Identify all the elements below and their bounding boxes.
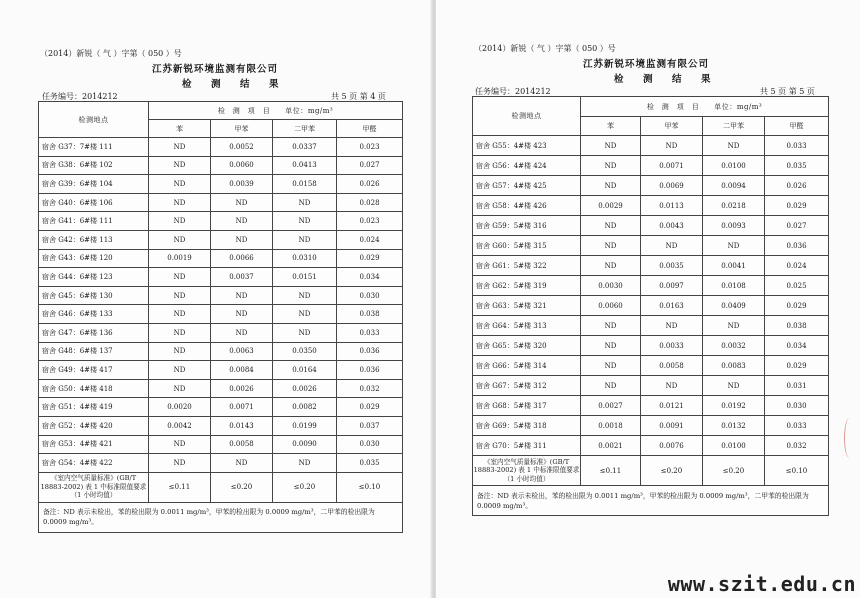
site-cell: 宿舍 G49：4#楼 417	[39, 361, 149, 380]
value-cell: 0.026	[765, 176, 829, 196]
table-row	[473, 236, 829, 256]
site-cell: 宿舍 G52：4#楼 420	[39, 416, 149, 435]
value-cell: 0.0093	[703, 216, 765, 236]
value-cell: 0.0035	[641, 256, 703, 276]
left-task-number: 任务编号：2014212	[42, 92, 118, 101]
value-cell: 0.0027	[581, 396, 641, 416]
value-cell: 0.027	[765, 216, 829, 236]
table-row	[39, 268, 403, 287]
left-results-table	[38, 101, 403, 533]
value-cell: ND	[211, 212, 273, 231]
table-row	[473, 296, 829, 316]
header-site: 检测地点	[473, 97, 581, 136]
table-row	[39, 286, 403, 305]
header-col-benzene: 苯	[581, 117, 641, 136]
value-cell: ND	[149, 342, 211, 361]
value-cell: 0.0033	[641, 336, 703, 356]
value-cell: 0.0350	[273, 342, 337, 361]
value-cell: 0.027	[337, 156, 403, 175]
value-cell: 0.0199	[273, 416, 337, 435]
table-row	[473, 376, 829, 396]
value-cell: 0.029	[337, 398, 403, 417]
value-cell: 0.0084	[211, 361, 273, 380]
site-cell: 宿舍 G46：6#楼 133	[39, 305, 149, 324]
standard-limit: ≤0.20	[703, 456, 765, 486]
header-items: 检 测 项 目 单位：mg/m³	[581, 97, 829, 117]
table-row	[473, 196, 829, 216]
value-cell: 0.0082	[273, 398, 337, 417]
site-cell: 宿舍 G61：5#楼 322	[473, 256, 581, 276]
table-row	[39, 156, 403, 175]
site-cell: 宿舍 G54：4#楼 422	[39, 454, 149, 473]
site-cell: 宿舍 G67：5#楼 312	[473, 376, 581, 396]
value-cell: 0.034	[765, 336, 829, 356]
value-cell: 0.0069	[641, 176, 703, 196]
value-cell: ND	[581, 236, 641, 256]
value-cell: 0.0071	[211, 398, 273, 417]
value-cell: 0.0018	[581, 416, 641, 436]
value-cell: ND	[149, 175, 211, 194]
value-cell: ND	[703, 376, 765, 396]
value-cell: 0.026	[337, 175, 403, 194]
table-row	[39, 175, 403, 194]
table-row	[39, 435, 403, 454]
right-report-reference: （2014）新锐（ 气 ）字第（ 050 ）号	[474, 44, 616, 53]
value-cell: 0.0020	[149, 398, 211, 417]
site-cell: 宿舍 G53：4#楼 421	[39, 435, 149, 454]
value-cell: 0.0413	[273, 156, 337, 175]
left-page-count: 共 5 页 第 4 页	[331, 92, 386, 101]
table-row	[473, 436, 829, 456]
value-cell: 0.0192	[703, 396, 765, 416]
table-row	[39, 193, 403, 212]
value-cell: 0.0121	[641, 396, 703, 416]
right-task-number: 任务编号：2014212	[475, 87, 551, 96]
value-cell: ND	[581, 336, 641, 356]
value-cell: 0.0021	[581, 436, 641, 456]
value-cell: ND	[703, 316, 765, 336]
value-cell: ND	[273, 286, 337, 305]
value-cell: ND	[641, 376, 703, 396]
standard-limit: ≤0.11	[149, 472, 211, 502]
value-cell: 0.0163	[641, 296, 703, 316]
table-row	[39, 212, 403, 231]
table-row	[39, 305, 403, 324]
standard-limit: ≤0.20	[273, 472, 337, 502]
standard-limit: ≤0.20	[211, 472, 273, 502]
site-cell: 宿舍 G40：6#楼 106	[39, 193, 149, 212]
table-row	[39, 379, 403, 398]
value-cell: ND	[581, 256, 641, 276]
note-text: 备注：ND 表示未检出，苯的检出限为 0.0011 mg/m³，甲苯的检出限为 0.0009 mg/m³，二甲苯的检出限为 0.0009 mg/m³。	[473, 486, 829, 516]
site-cell: 宿舍 G69：5#楼 318	[473, 416, 581, 436]
value-cell: 0.029	[337, 249, 403, 268]
site-cell: 宿舍 G47：6#楼 136	[39, 323, 149, 342]
site-cell: 宿舍 G58：4#楼 426	[473, 196, 581, 216]
value-cell: 0.029	[765, 196, 829, 216]
value-cell: ND	[149, 268, 211, 287]
header-col-xylene: 二甲苯	[273, 120, 337, 138]
left-report-reference: （2014）新锐（ 气 ）字第（ 050 ）号	[40, 49, 182, 58]
header-col-benzene: 苯	[149, 120, 211, 138]
value-cell: ND	[149, 361, 211, 380]
value-cell: 0.025	[765, 276, 829, 296]
site-cell: 宿舍 G37：7#楼 111	[39, 138, 149, 157]
site-cell: 宿舍 G51：4#楼 419	[39, 398, 149, 417]
value-cell: 0.0041	[703, 256, 765, 276]
site-cell: 宿舍 G70：5#楼 311	[473, 436, 581, 456]
value-cell: 0.0058	[641, 356, 703, 376]
value-cell: ND	[149, 323, 211, 342]
value-cell: ND	[211, 454, 273, 473]
value-cell: ND	[641, 316, 703, 336]
value-cell: 0.036	[765, 236, 829, 256]
standard-limit: ≤0.10	[337, 472, 403, 502]
value-cell: ND	[149, 305, 211, 324]
value-cell: 0.0094	[703, 176, 765, 196]
site-cell: 宿舍 G60：5#楼 315	[473, 236, 581, 256]
table-row	[39, 361, 403, 380]
value-cell: 0.0091	[641, 416, 703, 436]
site-cell: 宿舍 G66：5#楼 314	[473, 356, 581, 376]
value-cell: 0.0060	[581, 296, 641, 316]
right-results-table	[472, 96, 829, 516]
table-row	[39, 323, 403, 342]
value-cell: 0.0032	[703, 336, 765, 356]
site-cell: 宿舍 G63：5#楼 321	[473, 296, 581, 316]
table-row	[39, 249, 403, 268]
value-cell: 0.0100	[703, 156, 765, 176]
value-cell: ND	[581, 376, 641, 396]
site-cell: 宿舍 G48：6#楼 137	[39, 342, 149, 361]
value-cell: 0.0058	[211, 435, 273, 454]
value-cell: 0.0218	[703, 196, 765, 216]
value-cell: ND	[703, 236, 765, 256]
value-cell: 0.0071	[641, 156, 703, 176]
value-cell: 0.029	[765, 296, 829, 316]
value-cell: 0.023	[337, 138, 403, 157]
site-cell: 宿舍 G57：4#楼 425	[473, 176, 581, 196]
value-cell: ND	[581, 176, 641, 196]
value-cell: 0.0113	[641, 196, 703, 216]
site-cell: 宿舍 G50：4#楼 418	[39, 379, 149, 398]
note-text: 备注：ND 表示未检出，苯的检出限为 0.0011 mg/m³，甲苯的检出限为 0.0009 mg/m³，二甲苯的检出限为 0.0009 mg/m³。	[39, 502, 403, 532]
table-row	[473, 356, 829, 376]
table-row	[473, 256, 829, 276]
value-cell: ND	[641, 236, 703, 256]
table-row	[39, 230, 403, 249]
site-cell: 宿舍 G44：6#楼 123	[39, 268, 149, 287]
standard-row	[473, 456, 829, 486]
table-row	[473, 216, 829, 236]
note-row	[473, 486, 829, 516]
value-cell: ND	[211, 305, 273, 324]
standard-limit: ≤0.11	[581, 456, 641, 486]
value-cell: 0.0100	[703, 436, 765, 456]
value-cell: ND	[149, 286, 211, 305]
value-cell: 0.029	[765, 356, 829, 376]
value-cell: 0.0019	[149, 249, 211, 268]
right-page-count: 共 5 页 第 5 页	[760, 87, 815, 96]
value-cell: 0.0052	[211, 138, 273, 157]
value-cell: 0.030	[337, 435, 403, 454]
site-cell: 宿舍 G56：4#楼 424	[473, 156, 581, 176]
value-cell: 0.024	[337, 230, 403, 249]
value-cell: 0.0132	[703, 416, 765, 436]
standard-limit: ≤0.10	[765, 456, 829, 486]
table-row	[473, 336, 829, 356]
value-cell: 0.033	[765, 416, 829, 436]
note-row	[39, 502, 403, 532]
site-cell: 宿舍 G62：5#楼 319	[473, 276, 581, 296]
table-row	[39, 138, 403, 157]
value-cell: 0.0090	[273, 435, 337, 454]
standard-row	[39, 472, 403, 502]
value-cell: 0.032	[337, 379, 403, 398]
value-cell: ND	[211, 286, 273, 305]
value-cell: 0.0026	[273, 379, 337, 398]
value-cell: ND	[149, 230, 211, 249]
value-cell: 0.0039	[211, 175, 273, 194]
value-cell: 0.0083	[703, 356, 765, 376]
value-cell: ND	[149, 212, 211, 231]
header-site: 检测地点	[39, 102, 149, 138]
value-cell: 0.034	[337, 268, 403, 287]
stamp-mark	[844, 418, 855, 458]
header-col-toluene: 甲苯	[641, 117, 703, 136]
header-items: 检 测 项 目 单位：mg/m³	[149, 102, 403, 120]
value-cell: ND	[703, 136, 765, 156]
value-cell: ND	[273, 305, 337, 324]
table-row	[473, 176, 829, 196]
value-cell: 0.0143	[211, 416, 273, 435]
header-unit: mg/m³	[307, 106, 334, 115]
value-cell: 0.038	[337, 305, 403, 324]
value-cell: ND	[149, 379, 211, 398]
value-cell: 0.030	[765, 396, 829, 416]
value-cell: 0.036	[337, 342, 403, 361]
site-watermark: www.szit.edu.cn	[667, 572, 856, 596]
site-cell: 宿舍 G42：6#楼 113	[39, 230, 149, 249]
value-cell: 0.0076	[641, 436, 703, 456]
site-cell: 宿舍 G39：6#楼 104	[39, 175, 149, 194]
value-cell: 0.0042	[149, 416, 211, 435]
left-document-title: 检 测 结 果	[182, 79, 284, 90]
value-cell: 0.033	[765, 136, 829, 156]
header-col-toluene: 甲苯	[211, 120, 273, 138]
value-cell: ND	[149, 454, 211, 473]
site-cell: 宿舍 G43：6#楼 120	[39, 249, 149, 268]
table-row	[39, 454, 403, 473]
header-col-formaldehyde: 甲醛	[765, 117, 829, 136]
value-cell: 0.0108	[703, 276, 765, 296]
standard-limit: ≤0.20	[641, 456, 703, 486]
value-cell: 0.035	[765, 156, 829, 176]
value-cell: 0.0030	[581, 276, 641, 296]
site-cell: 宿舍 G64：5#楼 313	[473, 316, 581, 336]
value-cell: ND	[149, 156, 211, 175]
value-cell: 0.024	[765, 256, 829, 276]
value-cell: ND	[581, 316, 641, 336]
table-row	[39, 398, 403, 417]
value-cell: ND	[273, 230, 337, 249]
value-cell: 0.028	[337, 193, 403, 212]
value-cell: 0.0066	[211, 249, 273, 268]
header-col-xylene: 二甲苯	[703, 117, 765, 136]
value-cell: 0.0409	[703, 296, 765, 316]
site-cell: 宿舍 G59：5#楼 316	[473, 216, 581, 236]
value-cell: 0.0037	[211, 268, 273, 287]
value-cell: 0.0151	[273, 268, 337, 287]
header-unit: mg/m³	[736, 102, 763, 111]
value-cell: ND	[149, 435, 211, 454]
value-cell: ND	[211, 323, 273, 342]
value-cell: 0.0310	[273, 249, 337, 268]
site-cell: 宿舍 G45：6#楼 130	[39, 286, 149, 305]
value-cell: ND	[581, 356, 641, 376]
value-cell: ND	[641, 136, 703, 156]
site-cell: 宿舍 G68：5#楼 317	[473, 396, 581, 416]
table-row	[473, 156, 829, 176]
right-document-title: 检 测 结 果	[614, 74, 716, 85]
value-cell: 0.0158	[273, 175, 337, 194]
header-col-formaldehyde: 甲醛	[337, 120, 403, 138]
value-cell: 0.031	[765, 376, 829, 396]
value-cell: ND	[273, 323, 337, 342]
value-cell: ND	[273, 212, 337, 231]
site-cell: 宿舍 G55：4#楼 423	[473, 136, 581, 156]
site-cell: 宿舍 G65：5#楼 320	[473, 336, 581, 356]
value-cell: ND	[149, 193, 211, 212]
standard-label: 《室内空气质量标准》(GB/T 18883-2002) 表 1 中标准限值要求（1 小时均值）	[39, 472, 149, 502]
value-cell: 0.038	[765, 316, 829, 336]
site-cell: 宿舍 G38：6#楼 102	[39, 156, 149, 175]
table-row	[473, 136, 829, 156]
table-row	[473, 416, 829, 436]
value-cell: 0.023	[337, 212, 403, 231]
value-cell: 0.032	[765, 436, 829, 456]
value-cell: 0.0097	[641, 276, 703, 296]
value-cell: 0.0164	[273, 361, 337, 380]
site-cell: 宿舍 G41：6#楼 111	[39, 212, 149, 231]
table-row	[39, 416, 403, 435]
value-cell: ND	[273, 454, 337, 473]
left-company-name: 江苏新锐环境监测有限公司	[152, 64, 279, 75]
value-cell: 0.0337	[273, 138, 337, 157]
value-cell: 0.030	[337, 286, 403, 305]
value-cell: 0.0026	[211, 379, 273, 398]
value-cell: ND	[581, 136, 641, 156]
right-company-name: 江苏新锐环境监测有限公司	[583, 59, 710, 70]
value-cell: ND	[581, 156, 641, 176]
value-cell: 0.0029	[581, 196, 641, 216]
table-row	[39, 342, 403, 361]
table-row	[473, 316, 829, 336]
standard-label: 《室内空气质量标准》(GB/T 18883-2002) 表 1 中标准限值要求（1 小时均值）	[473, 456, 581, 486]
value-cell: ND	[211, 193, 273, 212]
value-cell: ND	[273, 193, 337, 212]
value-cell: 0.037	[337, 416, 403, 435]
value-cell: ND	[149, 138, 211, 157]
table-row	[473, 396, 829, 416]
value-cell: ND	[211, 230, 273, 249]
value-cell: 0.0060	[211, 156, 273, 175]
value-cell: 0.035	[337, 454, 403, 473]
value-cell: 0.036	[337, 361, 403, 380]
value-cell: 0.033	[337, 323, 403, 342]
table-row	[473, 276, 829, 296]
value-cell: 0.0063	[211, 342, 273, 361]
value-cell: ND	[581, 216, 641, 236]
value-cell: 0.0043	[641, 216, 703, 236]
